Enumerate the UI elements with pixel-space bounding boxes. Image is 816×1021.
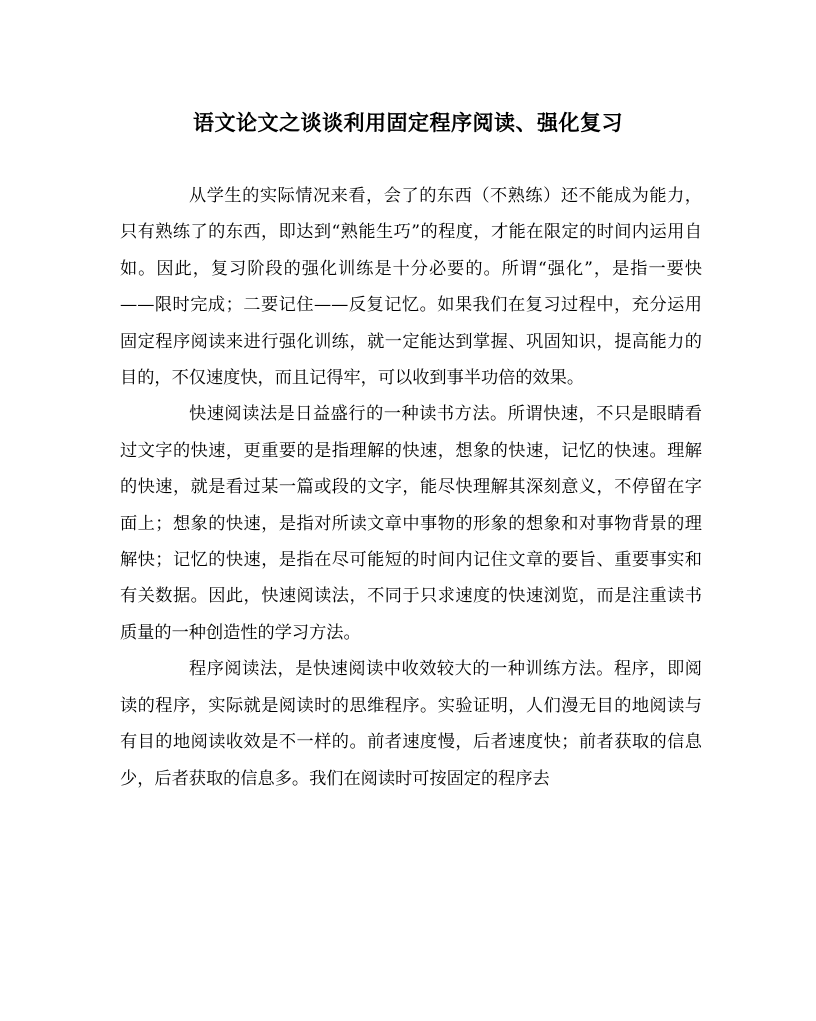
paragraph: 从学生的实际情况来看，会了的东西（不熟练）还不能成为能力，只有熟练了的东西，即达到“熟能生巧”的程度，才能在限定的时间内运用自如。因此，复习阶段的强化训练是十分必要的。所谓“强化”，是指一要快——限时完成；二要记住——反复记忆。如果我们在复习过程中，充分运用固定程序阅读来进行强化训练，就一定能达到掌握、巩固知识，提高能力的目的，不仅速度快，而且记得牢，可以收到事半功倍的效果。 — [120, 186, 702, 389]
document-body — [120, 178, 702, 797]
paragraph: 程序阅读法，是快速阅读中收效较大的一种训练方法。程序，即阅读的程序，实际就是阅读时的思维程序。实验证明，人们漫无目的地阅读与有目的地阅读收效是不一样的。前者速度慢，后者速度快；前者获取的信息少，后者获取的信息多。我们在阅读时可按固定的程序去 — [120, 659, 702, 789]
paragraph: 快速阅读法是日益盛行的一种读书方法。所谓快速，不只是眼睛看过文字的快速，更重要的是指理解的快速，想象的快速，记忆的快速。理解的快速，就是看过某一篇或段的文字，能尽快理解其深刻意义，不停留在字面上；想象的快速，是指对所读文章中事物的形象的想象和对事物背景的理解快；记忆的快速，是指在尽可能短的时间内记住文章的要旨、重要事实和有关数据。因此，快速阅读法，不同于只求速度的快速浏览，而是注重读书质量的一种创造性的学习方法。 — [120, 404, 702, 643]
document-title: 语文论文之谈谈利用固定程序阅读、强化复习 — [193, 110, 623, 135]
